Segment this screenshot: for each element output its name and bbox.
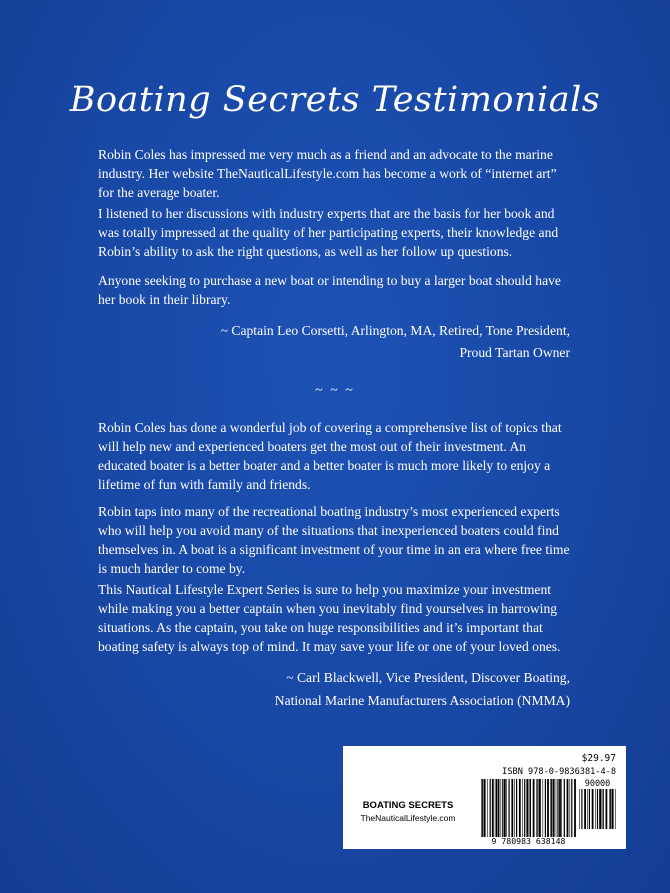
section-separator: ~ ~ ~ [315,383,355,398]
barcode-bar [536,779,537,837]
attribution-line: ~ Captain Leo Corsetti, Arlington, MA, Retired, Tone President, [220,323,570,338]
attribution-line: National Marine Manufacturers Association (NMMA) [274,693,570,708]
barcode-bar [599,789,601,829]
barcode-bar [589,789,590,829]
barcode-bar [602,789,603,829]
barcode-bar [561,779,562,837]
barcode-bar [526,779,528,837]
ean-digits: 9 780983 638148 [491,836,566,846]
testimonial-1-paragraph-2: I listened to her discussions with industry experts that are the basis for her book and was totally impressed at the quality of her participating experts, their knowledge and Robin’s ability to ask the right questions, as well as her follow up questions. [98,206,559,259]
barcode-bar [574,779,576,837]
barcode-bar [482,779,483,837]
testimonial-1-paragraph-1: Robin Coles has impressed me very much as a friend and an advocate to the marine industry. Her website TheNauticalLifestyle.com has become a work of “internet art” for the average boater. [98,147,557,200]
testimonial-1-attribution [180,320,570,364]
barcode-bar [610,789,611,829]
barcode-bar [564,779,565,837]
barcode-bar [557,779,558,837]
barcode-bar [537,779,538,837]
barcode-bar [571,779,572,837]
barcode-bar [597,789,598,829]
testimonial-2-paragraph-1: Robin Coles has done a wonderful job of covering a comprehensive list of topics that will help new and experienced boaters get the most out of their investment. An educated boater is a better boater and a better boater is much more likely to enjoy a lifetime of fun with family and friends. [98,420,562,492]
barcode-bar [592,789,594,829]
barcode-bar [570,779,571,837]
barcode-bar [492,779,494,837]
barcode-bar [522,779,523,837]
barcode-bar [587,789,588,829]
barcode-bar [579,789,580,829]
barcode-bar [556,779,557,837]
barcode-bar [606,789,608,829]
barcode-bar [543,779,544,837]
testimonial-2-paragraph-2: Robin taps into many of the recreational boating industry’s most experienced experts who will help you avoid many of the situations that inexperienced boaters could find themselves in. A boat is a significant investment of your time in an era where free time is much harder to come by. [98,504,570,576]
barcode-website: TheNauticalLifestyle.com [360,813,456,823]
barcode-bar [547,779,549,837]
barcode-bar [545,779,546,837]
barcode-bar [495,779,496,837]
barcode-bar [529,779,530,837]
testimonial-1-paragraph-3: Anyone seeking to purchase a new boat or intending to buy a larger boat should have her book in their library. [98,273,561,307]
barcode-bar [609,789,610,829]
barcode-bar [502,779,503,837]
barcode-bar [498,779,500,837]
barcode-bar [603,789,604,829]
barcode-bar [559,779,561,837]
barcode-bar [567,779,569,837]
testimonial-2-paragraph-3: This Nautical Lifestyle Expert Series is sure to help you maximize your investment while making you a better captain when you inevitably find yourselves in harrowing situations. As the captain, you take on huge responsibilities and it’s important that boating safety is always top of mind. It may save your life or one of your loved ones. [98,582,561,654]
ean-barcode-icon [481,779,576,837]
barcode-bar [490,779,491,837]
barcode-bar [514,779,515,837]
barcode-bar [487,779,488,837]
barcode-bar [584,789,586,829]
barcode-bar [581,789,582,829]
barcode-bar [615,789,616,829]
barcode-bar [511,779,513,837]
barcode-bar [524,779,525,837]
page-title: Boating Secrets Testimonials [69,80,601,120]
addon-code: 90000 [584,779,611,789]
barcode-label [343,746,626,849]
barcode-bar [533,779,535,837]
barcode-bar [516,779,517,837]
attribution-line: Proud Tartan Owner [459,345,570,360]
barcode-bar [481,779,482,837]
barcode-bar [501,779,502,837]
testimonial-2-attribution [180,666,570,712]
barcode-bar [506,779,507,837]
barcode-bar [484,779,486,837]
isbn-label: ISBN 978-0-9836381-4-8 [502,767,616,777]
barcode-bar [595,789,596,829]
barcode-bar [496,779,497,837]
barcode-bar [539,779,541,837]
price-label: $29.97 [581,753,616,764]
barcode-bar [551,779,552,837]
barcode-bar [519,779,521,837]
barcode-bar [504,779,506,837]
barcode-bar [612,789,614,829]
attribution-line: ~ Carl Blackwell, Vice President, Discover Boating, [286,670,570,685]
barcode-bar [553,779,555,837]
barcode-bar [509,779,510,837]
addon-barcode-icon [579,789,616,829]
barcode-bar [530,779,531,837]
barcode-bar [550,779,551,837]
barcode-book-title: BOATING SECRETS [362,800,454,811]
